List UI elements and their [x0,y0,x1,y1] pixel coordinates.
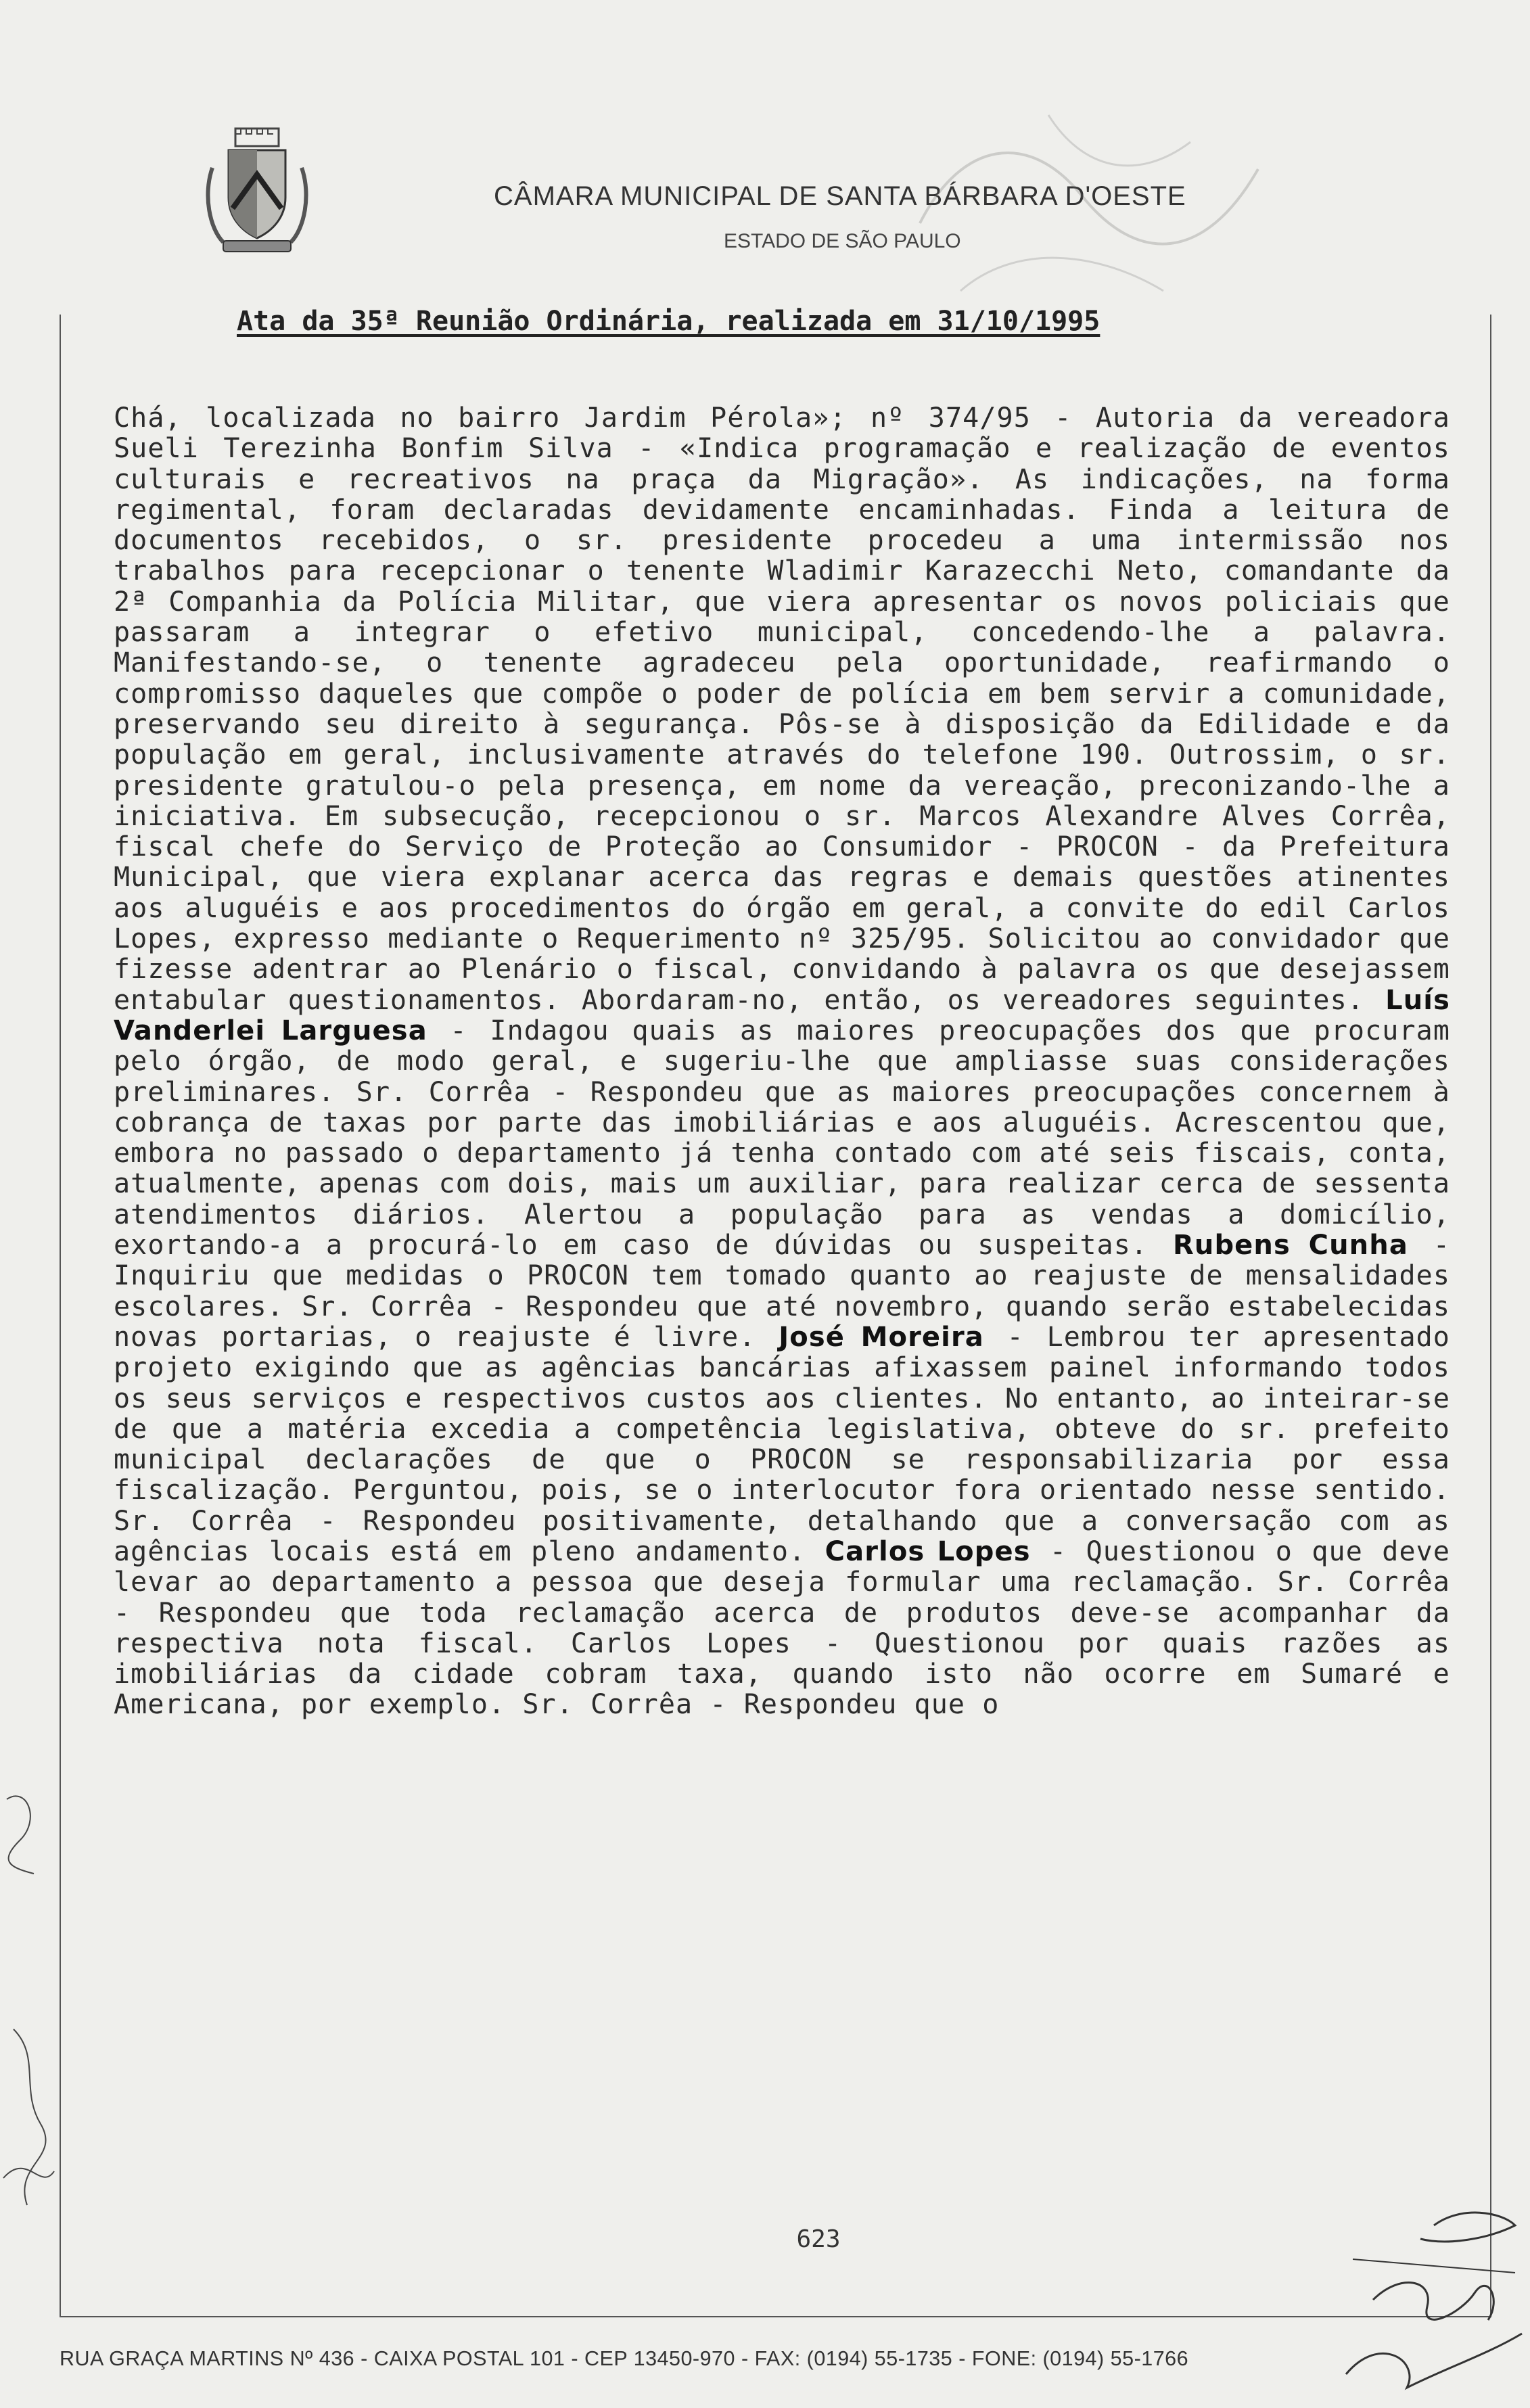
signature-scribble [1326,2198,1529,2401]
document-title: Ata da 35ª Reunião Ordinária, realizada em 31/10/1995 [237,306,1100,337]
coat-of-arms-emblem [203,127,311,256]
frame-right-rule [1490,315,1491,2317]
body-segment: - Indagou quais as maiores preocupações dos que procuram pelo órgão, de modo geral, e sugeriu-lhe que ampliasse suas considerações preliminares. Sr. Corrêa - Respondeu que as maiores preocupações concernem à cobrança de taxas por parte das imobiliárias e aos aluguéis. Acrescentou que, embora no passado o departamento já tenha contado com até seis fiscais, conta, atualmente, apenas com dois, mais um auxiliar, para realizar cerca de sessenta atendimentos diários. Alertou a população para as vendas a domicílio, exortando-a a procurá-lo em caso de dúvidas ou suspeitas. [114,1015,1450,1261]
body-segment: - Questionou o que deve levar ao departamento a pessoa que deseja formular uma reclamação. Sr. Corrêa - Respondeu que toda reclamação acerca de produtos deve-se acompanhar da respectiva nota fiscal. Carlos Lopes - Questionou por quais razões as imobiliárias da cidade cobram taxa, quando isto não ocorre em Sumaré e Americana, por exemplo. Sr. Corrêa - Respondeu que o [114,1535,1450,1721]
body-segment: - Lembrou ter apresentado projeto exigindo que as agências bancárias afixassem painel informando todos os seus serviços e respectivos custos aos clientes. No entanto, ao inteirar-se de que a matéria excedia a competência legislativa, obteve do sr. prefeito municipal declarações de que o PROCON se responsabilizaria por essa fiscalização. Perguntou, pois, se o interlocutor fora orientado nesse sentido. Sr. Corrêa - Respondeu positivamente, detalhando que a conversação com as agências locais está em pleno andamento. [114,1321,1450,1567]
body-segment: Chá, localizada no bairro Jardim Pérola»; nº 374/95 - Autoria da vereadora Sueli Terezinha Bonfim Silva - «Indica programação e realização de eventos culturais e recreativos na praça da Migração». As indicações, na forma regimental, foram declaradas devidamente encaminhadas. Finda a leitura de documentos recebidos, o sr. presidente procedeu a uma intermissão nos trabalhos para recepcionar o tenente Wladimir Karazecchi Neto, comandante da 2ª Companhia da Polícia Militar, que viera apresentar os novos policiais que passaram a integrar o efetivo municipal, concedendo-lhe a palavra. Manifestando-se, o tenente agradeceu pela oportunidade, reafirmando o compromisso daqueles que compõe o poder de polícia em bem servir a comunidade, preservando seu direito à segurança. Pôs-se à disposição da Edilidade e da população em geral, inclusivamente através do telefone 190. Outrossim, o sr. presidente gratulou-o pela presença, em nome da vereação, preconizando-lhe a iniciativa. Em subsecução, recepcionou o sr. Marcos Alexandre Alves Corrêa, fiscal chefe do Serviço de Proteção ao Consumidor - PROCON - da Prefeitura Municipal, que viera explanar acerca das regras e demais questões atinentes aos aluguéis e aos procedimentos do órgão em geral, a convite do edil Carlos Lopes, expresso mediante o Requerimento nº 325/95. Solicitou ao convidador que fizesse adentrar ao Plenário o fiscal, convidando à palavra os que desejassem entabular questionamentos. Abordaram-no, então, os vereadores seguintes. [114,402,1450,1016]
state-name: ESTADO DE SÃO PAULO [724,230,961,252]
speaker-name: Carlos Lopes [825,1535,1031,1567]
speaker-name: Rubens Cunha [1172,1230,1408,1261]
frame-bottom-rule [60,2316,1491,2317]
institution-name: CÂMARA MUNICIPAL DE SANTA BÁRBARA D'OESTE [494,181,1186,211]
speaker-name: Luís Vanderlei Larguesa [114,984,1450,1046]
body-segment: - Inquiriu que medidas o PROCON tem tomado quanto ao reajuste de mensalidades escolares. Sr. Corrêa - Respondeu que até novembro, quando serão estabelecidas novas portarias, o reajuste é livre. [114,1230,1450,1353]
page-number: 623 [796,2225,841,2253]
minutes-body-text [114,403,1450,1721]
footer-address: RUA GRAÇA MARTINS Nº 436 - CAIXA POSTAL 101 - CEP 13450-970 - FAX: (0194) 55-1735 - FONE: (0194) 55-1766 [60,2347,1189,2370]
speaker-name: José Moreira [779,1321,984,1353]
margin-initials-marks [0,1772,61,2246]
